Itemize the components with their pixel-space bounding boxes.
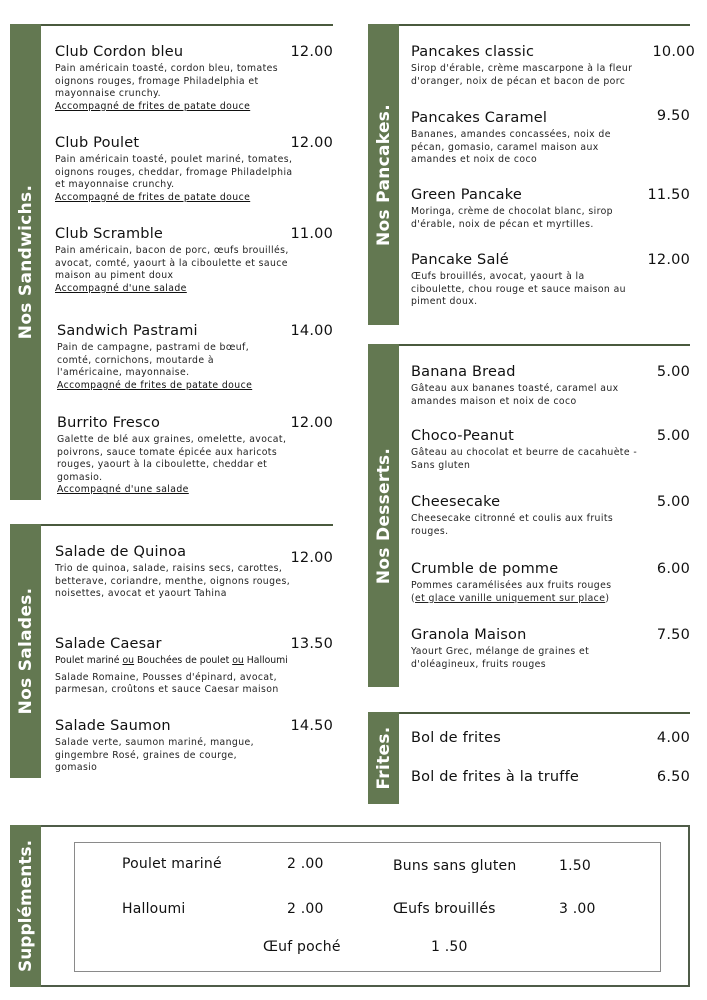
item-name: Bol de frites <box>411 730 502 746</box>
item-name: Green Pancake <box>411 187 522 203</box>
menu-item <box>411 561 690 605</box>
item-price: 13.50 <box>290 636 333 652</box>
item-description: Salade verte, saumon mariné, mangue, gingembre Rosé, graines de courge, gomasio <box>55 737 254 774</box>
item-description: Pommes caramélisées aux fruits rouges <box>411 580 612 591</box>
item-description: Cheesecake citronné et coulis aux fruits rouges. <box>411 513 614 537</box>
menu-item <box>411 428 690 472</box>
item-description: Galette de blé aux graines, omelette, avocat, poivrons, sauce tomate épicée aux haricots rouges, yaourt à la ciboulette, cheddar et gomasio. <box>57 434 287 483</box>
item-side: Accompagné de frites de patate douce <box>55 191 251 203</box>
item-price: 12.00 <box>290 135 333 151</box>
supplement-name: Buns sans gluten <box>393 858 517 874</box>
supplement-price: 1 .50 <box>431 939 468 955</box>
menu-item <box>411 494 690 538</box>
menu-item <box>411 730 690 746</box>
item-description: Moringa, crème de chocolat blanc, sirop d'érable, noix de pécan et myrtilles. <box>411 206 613 230</box>
supplement-price: 2 .00 <box>287 856 324 872</box>
section-label-bar <box>10 825 41 987</box>
section-label-bar <box>368 24 399 325</box>
menu-item <box>55 135 333 204</box>
section-title: Nos Desserts. <box>373 447 394 584</box>
menu-item <box>411 252 690 309</box>
item-description: Trio de quinoa, salade, raisins secs, carottes, betterave, coriandre, menthe, oignons rouges, noisettes, avocat et yaourt Tahina <box>55 563 291 600</box>
menu-item <box>411 769 690 785</box>
item-price: 4.00 <box>656 730 690 746</box>
section-label-bar <box>10 24 41 500</box>
item-name: Club Cordon bleu <box>55 44 184 60</box>
item-description: Pain de campagne, pastrami de bœuf, comté, cornichons, moutarde à l'américaine, mayonnaise. <box>57 342 250 379</box>
supplement-name: Halloumi <box>122 901 186 917</box>
item-price: 14.00 <box>290 323 333 339</box>
menu-item <box>411 364 690 408</box>
menu-item <box>55 636 333 697</box>
section-frites <box>368 712 690 804</box>
menu-item <box>55 544 333 601</box>
item-side: Accompagné de frites de patate douce <box>55 100 251 112</box>
section-divider <box>368 712 690 714</box>
item-description: Pain américain toasté, poulet mariné, tomates, oignons rouges, cheddar, fromage Philadelphia et mayonnaise crunchy. <box>55 154 293 191</box>
supplement-price: 1.50 <box>559 858 591 874</box>
section-label-bar <box>368 344 399 687</box>
item-name: Granola Maison <box>411 627 527 643</box>
menu-item <box>57 323 333 392</box>
supplement-price: 2 .00 <box>287 901 324 917</box>
menu-item <box>411 627 690 671</box>
item-price: 7.50 <box>656 627 690 643</box>
item-name: Choco-Peanut <box>411 428 515 444</box>
item-side: Accompagné d'une salade <box>55 282 187 294</box>
item-price: 5.00 <box>656 494 690 510</box>
supplement-name: Poulet mariné <box>122 856 222 872</box>
section-divider <box>368 344 690 346</box>
item-name: Salade Saumon <box>55 718 171 734</box>
item-price: 12.00 <box>290 550 333 566</box>
section-salades <box>10 524 333 778</box>
item-name: Cheesecake <box>411 494 501 510</box>
section-pancakes <box>368 24 695 325</box>
item-name: Bol de frites à la truffe <box>411 769 580 785</box>
item-price: 12.00 <box>290 415 333 431</box>
menu-item <box>55 44 333 113</box>
item-protein-options: Poulet mariné ou Bouchées de poulet ou Halloumi <box>55 655 288 666</box>
item-price: 11.50 <box>647 187 690 203</box>
supplement-name: Œufs brouillés <box>393 901 496 917</box>
section-divider <box>368 24 690 26</box>
section-divider <box>10 524 333 526</box>
supplement-name: Œuf poché <box>263 939 341 955</box>
item-side: Accompagné d'une salade <box>57 484 189 496</box>
menu-item <box>411 44 695 88</box>
item-price: 6.00 <box>656 561 690 577</box>
item-description: Pain américain toasté, cordon bleu, tomates oignons rouges, fromage Philadelphia et mayonnaise crunchy. <box>55 63 278 100</box>
item-price: 6.50 <box>656 769 690 785</box>
item-price: 5.00 <box>656 364 690 380</box>
section-title: Nos Sandwichs. <box>15 184 36 340</box>
item-name: Salade de Quinoa <box>55 544 187 560</box>
section-desserts <box>368 344 690 687</box>
item-name: Pancakes Caramel <box>411 110 548 126</box>
item-name: Banana Bread <box>411 364 516 380</box>
item-note: (et glace vanille uniquement sur place) <box>411 592 610 604</box>
item-description: Pain américain, bacon de porc, œufs brouillés, avocat, comté, yaourt à la ciboulette et sauce maison au piment doux <box>55 245 289 282</box>
menu-item <box>55 226 333 295</box>
item-name: Club Poulet <box>55 135 140 151</box>
item-price: 10.00 <box>652 44 695 60</box>
menu-item <box>55 718 333 775</box>
item-price: 12.00 <box>647 252 690 268</box>
menu-item <box>411 187 690 231</box>
item-name: Club Scramble <box>55 226 164 242</box>
item-name: Burrito Fresco <box>57 415 161 431</box>
item-name: Pancake Salé <box>411 252 509 268</box>
section-title: Nos Pancakes. <box>373 103 394 246</box>
menu-item <box>411 110 690 167</box>
item-name: Sandwich Pastrami <box>57 323 198 339</box>
section-title: Suppléments. <box>15 839 36 973</box>
item-description: Salade Romaine, Pousses d'épinard, avocat, parmesan, croûtons et sauce Caesar maison <box>55 671 279 696</box>
section-title: Nos Salades. <box>15 587 36 715</box>
section-divider <box>10 24 333 26</box>
section-title: Frites. <box>373 726 394 790</box>
item-description: Gâteau aux bananes toasté, caramel aux amandes maison et noix de coco <box>411 383 619 407</box>
item-description: Gâteau au chocolat et beurre de cacahuète - Sans gluten <box>411 447 638 471</box>
item-description: Bananes, amandes concassées, noix de pécan, gomasio, caramel maison aux amandes et noix de coco <box>411 129 611 166</box>
item-description: Œufs brouillés, avocat, yaourt à la ciboulette, chou rouge et sauce maison au piment doux. <box>411 271 626 308</box>
item-price: 14.50 <box>290 718 333 734</box>
item-name: Pancakes classic <box>411 44 535 60</box>
item-price: 12.00 <box>290 44 333 60</box>
item-price: 11.00 <box>290 226 333 242</box>
item-name: Crumble de pomme <box>411 561 559 577</box>
menu-item <box>57 415 333 497</box>
item-description: Yaourt Grec, mélange de graines et d'oléagineux, fruits rouges <box>411 646 590 670</box>
section-label-bar <box>10 524 41 778</box>
item-price: 5.00 <box>656 428 690 444</box>
section-label-bar <box>368 712 399 804</box>
item-description: Sirop d'érable, crème mascarpone à la fleur d'oranger, noix de pécan et bacon de porc <box>411 63 633 87</box>
item-side: Accompagné de frites de patate douce <box>57 379 253 391</box>
section-sandwichs <box>10 24 333 500</box>
item-name: Salade Caesar <box>55 636 162 652</box>
item-price: 9.50 <box>656 108 690 124</box>
supplement-price: 3 .00 <box>559 901 596 917</box>
